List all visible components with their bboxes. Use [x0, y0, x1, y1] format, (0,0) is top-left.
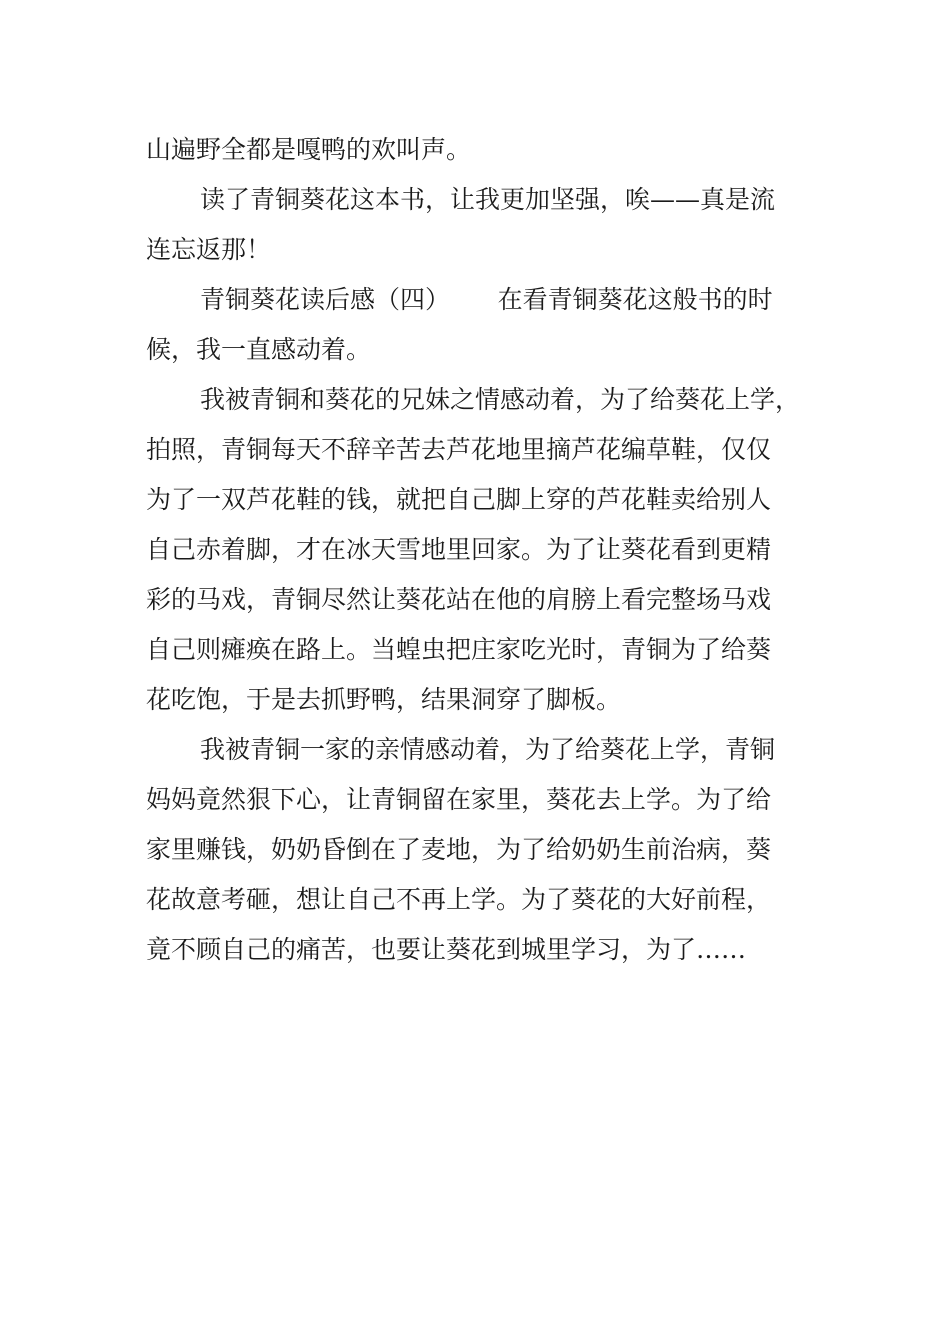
- text-line: 花吃饱，于是去抓野鸭，结果洞穿了脚板。: [146, 685, 622, 714]
- text-line: 拍照，青铜每天不辞辛苦去芦花地里摘芦花编草鞋，仅仅: [146, 435, 772, 464]
- text-line: 花故意考砸，想让自己不再上学。为了葵花的大好前程，: [146, 885, 772, 914]
- text-line: 候，我一直感动着。: [146, 335, 372, 364]
- text-line: 山遍野全都是嘎鸭的欢叫声。: [146, 135, 472, 164]
- text-line: 彩的马戏，青铜尽然让葵花站在他的肩膀上看完整场马戏: [146, 585, 772, 614]
- text-line: 连忘返那！: [146, 235, 272, 264]
- paragraph-first-line: 我被青铜一家的亲情感动着，为了给葵花上学，青铜: [200, 735, 776, 764]
- text-line: 自己则瘫痪在路上。当蝗虫把庄家吃光时，青铜为了给葵: [146, 635, 772, 664]
- text-line: 妈妈竟然狠下心，让青铜留在家里，葵花去上学。为了给: [146, 785, 772, 814]
- paragraph-first-line: 我被青铜和葵花的兄妹之情感动着，为了给葵花上学，: [200, 385, 801, 414]
- paragraph-first-line: 读了青铜葵花这本书，让我更加坚强，唉——真是流: [200, 185, 776, 214]
- text-line: 竟不顾自己的痛苦，也要让葵花到城里学习，为了……: [146, 935, 747, 964]
- text-line: 为了一双芦花鞋的钱，就把自己脚上穿的芦花鞋卖给别人: [146, 485, 772, 514]
- text-line: 自己赤着脚，才在冰天雪地里回家。为了让葵花看到更精: [146, 535, 772, 564]
- text-line: 家里赚钱，奶奶昏倒在了麦地，为了给奶奶生前治病，葵: [146, 835, 772, 864]
- paragraph-first-line: 青铜葵花读后感（四） 在看青铜葵花这般书的时: [200, 285, 773, 314]
